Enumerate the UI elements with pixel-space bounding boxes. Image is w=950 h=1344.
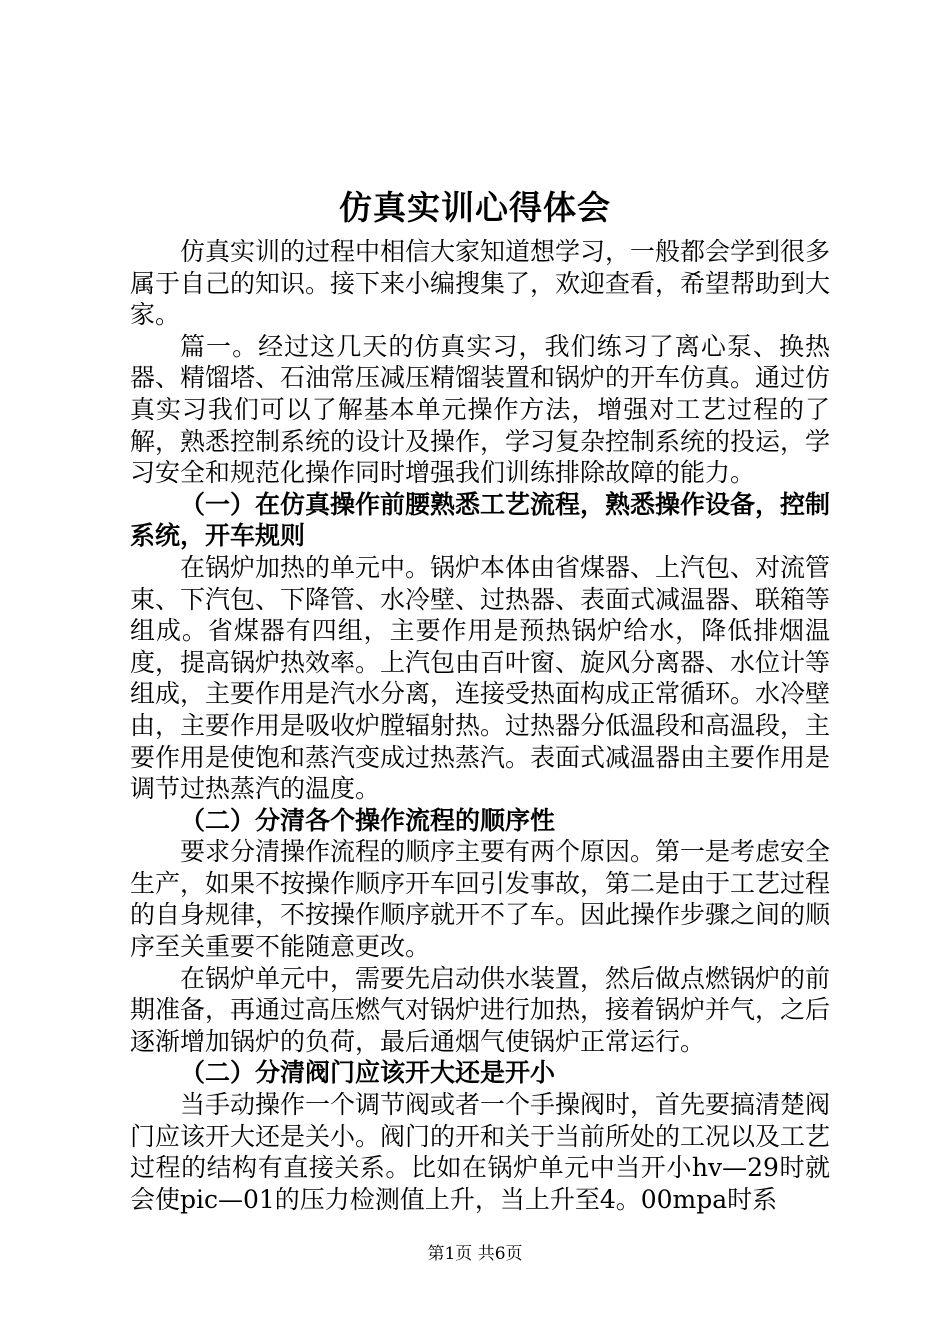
page-footer: 第1页 共6页 (427, 1244, 523, 1264)
section-heading: （二）分清各个操作流程的顺序性 (180, 805, 556, 835)
document-body (130, 236, 830, 1215)
section-heading: （一）在仿真操作前腰熟悉工艺流程，熟悉操作设备，控制系统，开车规则 (130, 489, 831, 551)
body-paragraph: 要求分清操作流程的顺序主要有两个原因。第一是考虑安全生产，如果不按操作顺序开车回引发事故，第二是由于工艺过程的自身规律，不按操作顺序就开不了车。因此操作步骤之间的顺序至关重要不能随意更改。 (130, 837, 831, 962)
section-heading: （二）分清阀门应该开大还是开小 (180, 1058, 556, 1088)
body-paragraph: 在锅炉单元中，需要先启动供水装置，然后做点燃锅炉的前期准备，再通过高压燃气对锅炉进行加热，接着锅炉并气，之后逐渐增加锅炉的负荷，最后通烟气使锅炉正常运行。 (130, 963, 831, 1056)
document-title: 仿真实训心得体会 (339, 188, 611, 227)
body-paragraph: 仿真实训的过程中相信大家知道想学习，一般都会学到很多属于自己的知识。接下来小编搜集了，欢迎查看，希望帮助到大家。 (130, 237, 831, 330)
body-paragraph: 当手动操作一个调节阀或者一个手操阀时，首先要搞清楚阀门应该开大还是关小。阀门的开和关于当前所处的工况以及工艺过程的结构有直接关系。比如在锅炉单元中当开小hv—29时就会使pic—01的压力检测值上升，当上升至4。00mpa时系 (130, 1090, 831, 1214)
body-paragraph: 篇一。经过这几天的仿真实习，我们练习了离心泵、换热器、精馏塔、石油常压减压精馏装置和锅炉的开车仿真。通过仿真实习我们可以了解基本单元操作方法，增强对工艺过程的了解，熟悉控制系统的设计及操作，学习复杂控制系统的投运，学习安全和规范化操作同时增强我们训练排除故障的能力。 (130, 331, 831, 488)
body-paragraph: 在锅炉加热的单元中。锅炉本体由省煤器、上汽包、对流管束、下汽包、下降管、水冷壁、过热器、表面式减温器、联箱等组成。省煤器有四组，主要作用是预热锅炉给水，降低排烟温度，提高锅炉热效率。上汽包由百叶窗、旋风分离器、水位计等组成，主要作用是汽水分离，连接受热面构成正常循环。水冷壁由，主要作用是吸收炉膛辐射热。过热器分低温段和高温段，主要作用是使饱和蒸汽变成过热蒸汽。表面式减温器由主要作用是调节过热蒸汽的温度。 (130, 552, 831, 804)
